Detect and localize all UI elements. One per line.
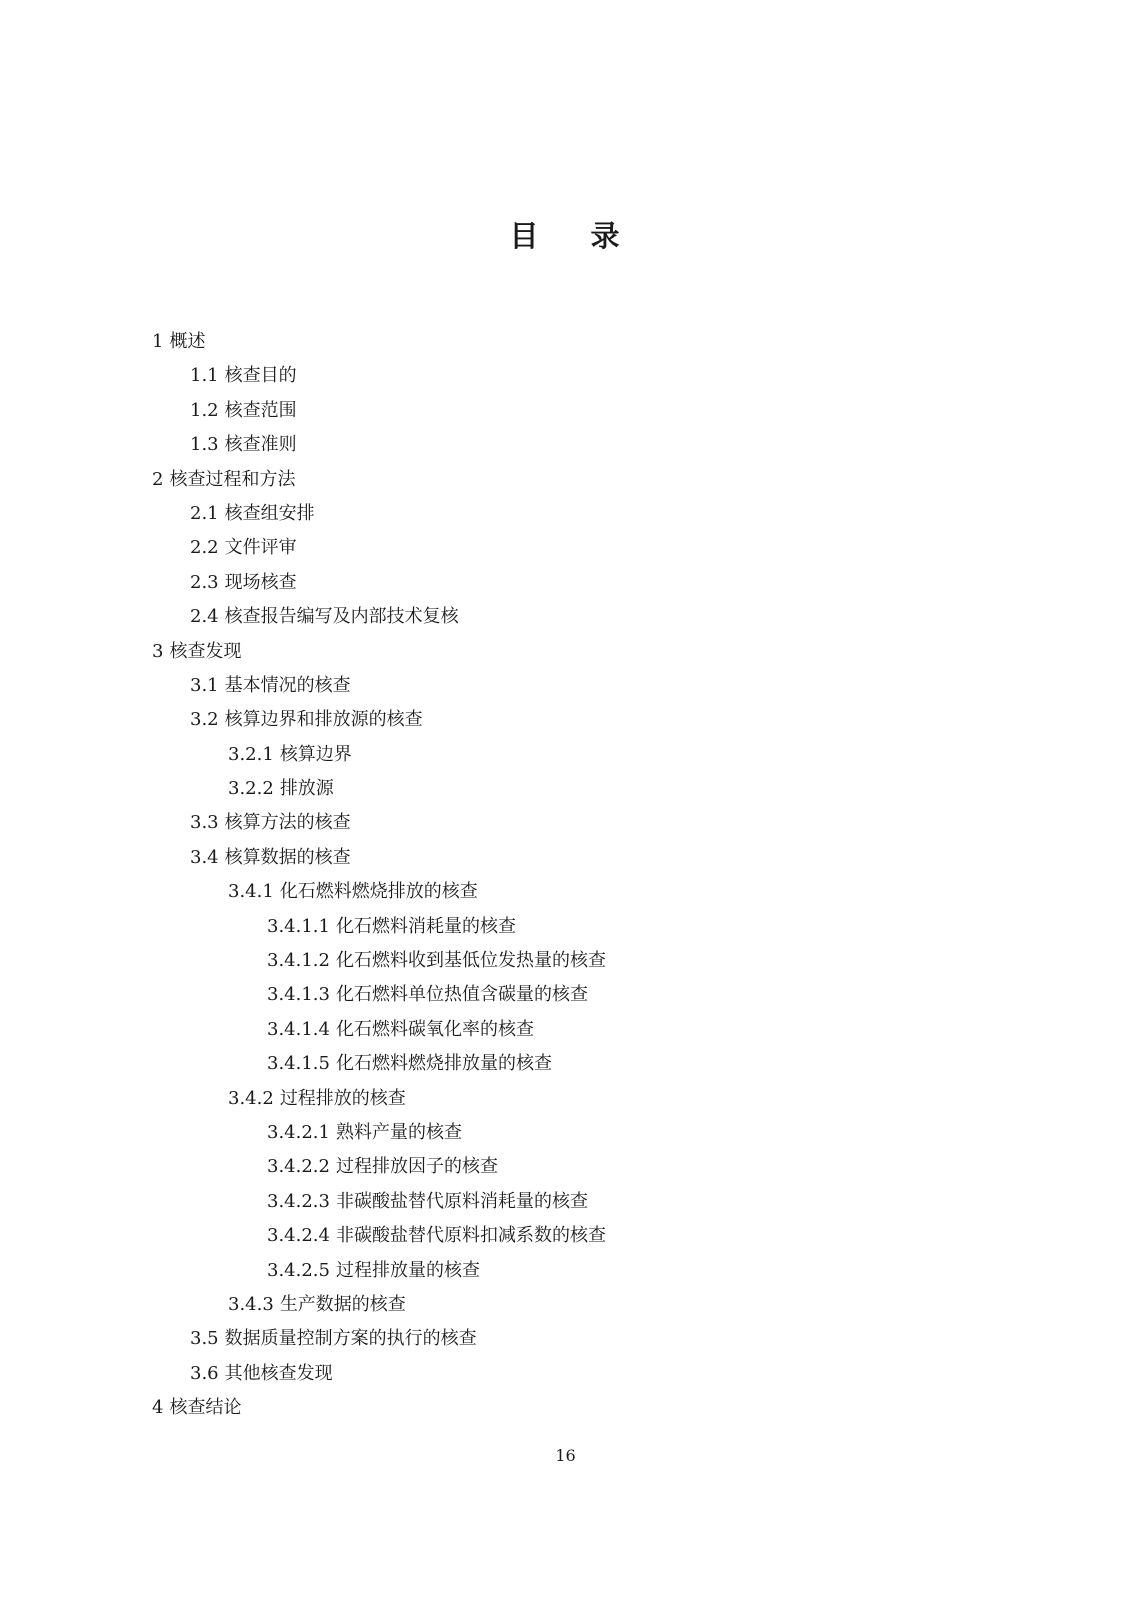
toc-entry-text: 非碳酸盐替代原料消耗量的核查 xyxy=(335,1190,588,1212)
toc-entry[interactable] xyxy=(152,463,1012,497)
toc-entry-text: 过程排放的核查 xyxy=(279,1087,406,1109)
toc-entry-number: 3.4.2.2 xyxy=(267,1156,330,1178)
toc-entry-text: 核查结论 xyxy=(169,1397,242,1419)
toc-entry-text: 核查组安排 xyxy=(224,502,315,524)
toc-entry[interactable] xyxy=(152,1082,1012,1116)
toc-entry[interactable] xyxy=(152,1391,1012,1425)
toc-entry-text: 核查报告编写及内部技术复核 xyxy=(224,606,459,628)
toc-entry-number: 3.4.2 xyxy=(228,1087,274,1109)
toc-entry[interactable] xyxy=(152,600,1012,634)
toc-entry[interactable] xyxy=(152,1357,1012,1391)
toc-entry-text: 核算数据的核查 xyxy=(224,846,351,868)
toc-entry[interactable] xyxy=(152,1219,1012,1253)
toc-entry-number: 3.3 xyxy=(190,812,219,834)
toc-entry[interactable] xyxy=(152,1322,1012,1356)
toc-entry-text: 过程排放量的核查 xyxy=(335,1259,480,1281)
toc-entry-number: 3.4.3 xyxy=(228,1293,274,1315)
toc-entry-text: 核算边界和排放源的核查 xyxy=(224,709,423,731)
toc-entry-number: 2.2 xyxy=(190,537,219,559)
toc-entry[interactable] xyxy=(152,1013,1012,1047)
toc-entry-number: 3 xyxy=(152,640,164,662)
title-char-2: 录 xyxy=(590,219,622,253)
toc-entry-text: 化石燃料收到基低位发热量的核查 xyxy=(335,950,606,972)
toc-entry-number: 3.4.1 xyxy=(228,881,274,903)
toc-entry-text: 排放源 xyxy=(279,778,334,800)
toc-entry-number: 3.4.1.4 xyxy=(267,1018,330,1040)
toc-entry[interactable] xyxy=(152,1047,1012,1081)
toc-entry-text: 非碳酸盐替代原料扣减系数的核查 xyxy=(335,1225,606,1247)
toc-entry[interactable] xyxy=(152,1288,1012,1322)
toc-entry[interactable] xyxy=(152,497,1012,531)
toc-entry[interactable] xyxy=(152,772,1012,806)
toc-entry-number: 1.3 xyxy=(190,434,219,456)
toc-entry-text: 概述 xyxy=(169,331,206,352)
toc-entry-text: 过程排放因子的核查 xyxy=(335,1156,498,1178)
toc-entry-text: 其他核查发现 xyxy=(224,1362,333,1384)
toc-entry-text: 数据质量控制方案的执行的核查 xyxy=(224,1328,477,1350)
toc-entry[interactable] xyxy=(152,1254,1012,1288)
toc-entry[interactable] xyxy=(152,428,1012,462)
toc-entry[interactable] xyxy=(152,669,1012,703)
toc-entry-text: 生产数据的核查 xyxy=(279,1293,406,1315)
toc-entry[interactable] xyxy=(152,1116,1012,1150)
toc-entry-number: 1.2 xyxy=(190,399,219,421)
toc-entry-text: 基本情况的核查 xyxy=(224,674,351,696)
toc-entry-number: 3.2.2 xyxy=(228,778,274,800)
toc-entry-number: 2.1 xyxy=(190,502,219,524)
toc-entry[interactable] xyxy=(152,944,1012,978)
toc-entry-number: 3.4.2.5 xyxy=(267,1259,330,1281)
title-char-1: 目 xyxy=(509,219,541,253)
toc-entry[interactable] xyxy=(152,703,1012,737)
toc-entry[interactable] xyxy=(152,806,1012,840)
toc-entry-text: 核查目的 xyxy=(224,365,297,387)
toc-entry-number: 3.4 xyxy=(190,846,219,868)
table-of-contents xyxy=(152,325,1012,1426)
toc-entry[interactable] xyxy=(152,738,1012,772)
toc-entry-text: 现场核查 xyxy=(224,571,297,593)
toc-entry-number: 2.4 xyxy=(190,606,219,628)
toc-entry[interactable] xyxy=(152,1185,1012,1219)
toc-entry-number: 3.4.2.3 xyxy=(267,1190,330,1212)
toc-entry-text: 核查发现 xyxy=(169,640,242,662)
toc-entry-number: 3.4.1.2 xyxy=(267,950,330,972)
toc-entry-number: 4 xyxy=(152,1397,164,1419)
toc-entry-number: 1 xyxy=(152,331,164,352)
toc-entry-number: 3.1 xyxy=(190,674,219,696)
toc-entry[interactable] xyxy=(152,566,1012,600)
toc-entry[interactable] xyxy=(152,978,1012,1012)
toc-entry[interactable] xyxy=(152,1150,1012,1184)
toc-entry-number: 3.4.1.5 xyxy=(267,1053,330,1075)
toc-entry-text: 化石燃料消耗量的核查 xyxy=(335,915,516,937)
toc-entry[interactable] xyxy=(152,910,1012,944)
toc-entry-text: 化石燃料单位热值含碳量的核查 xyxy=(335,984,588,1006)
toc-entry-number: 3.5 xyxy=(190,1328,219,1350)
toc-entry-text: 核算边界 xyxy=(279,743,352,765)
toc-entry-text: 化石燃料燃烧排放的核查 xyxy=(279,881,478,903)
toc-entry-number: 3.4.1.1 xyxy=(267,915,330,937)
toc-entry-text: 核查过程和方法 xyxy=(169,468,296,490)
toc-entry-text: 化石燃料燃烧排放量的核查 xyxy=(335,1053,552,1075)
toc-entry-number: 2 xyxy=(152,468,164,490)
toc-entry-number: 3.2.1 xyxy=(228,743,274,765)
toc-entry-text: 核查准则 xyxy=(224,434,297,456)
toc-entry[interactable] xyxy=(152,394,1012,428)
toc-entry[interactable] xyxy=(152,841,1012,875)
toc-entry-number: 3.6 xyxy=(190,1362,219,1384)
toc-entry-text: 文件评审 xyxy=(224,537,297,559)
toc-entry[interactable] xyxy=(152,635,1012,669)
page-number: 16 xyxy=(555,1446,576,1465)
toc-entry-number: 3.2 xyxy=(190,709,219,731)
toc-entry-number: 3.4.2.1 xyxy=(267,1121,330,1143)
toc-entry-text: 化石燃料碳氧化率的核查 xyxy=(335,1018,534,1040)
toc-entry[interactable] xyxy=(152,325,1012,359)
toc-entry-text: 核算方法的核查 xyxy=(224,812,351,834)
toc-entry-number: 1.1 xyxy=(190,365,219,387)
toc-entry[interactable] xyxy=(152,359,1012,393)
toc-entry-text: 熟料产量的核查 xyxy=(335,1121,462,1143)
toc-entry[interactable] xyxy=(152,531,1012,565)
toc-entry-text: 核查范围 xyxy=(224,399,297,421)
toc-entry[interactable] xyxy=(152,875,1012,909)
toc-entry-number: 3.4.2.4 xyxy=(267,1225,330,1247)
toc-entry-number: 3.4.1.3 xyxy=(267,984,330,1006)
page-title xyxy=(0,214,1131,255)
toc-entry-number: 2.3 xyxy=(190,571,219,593)
